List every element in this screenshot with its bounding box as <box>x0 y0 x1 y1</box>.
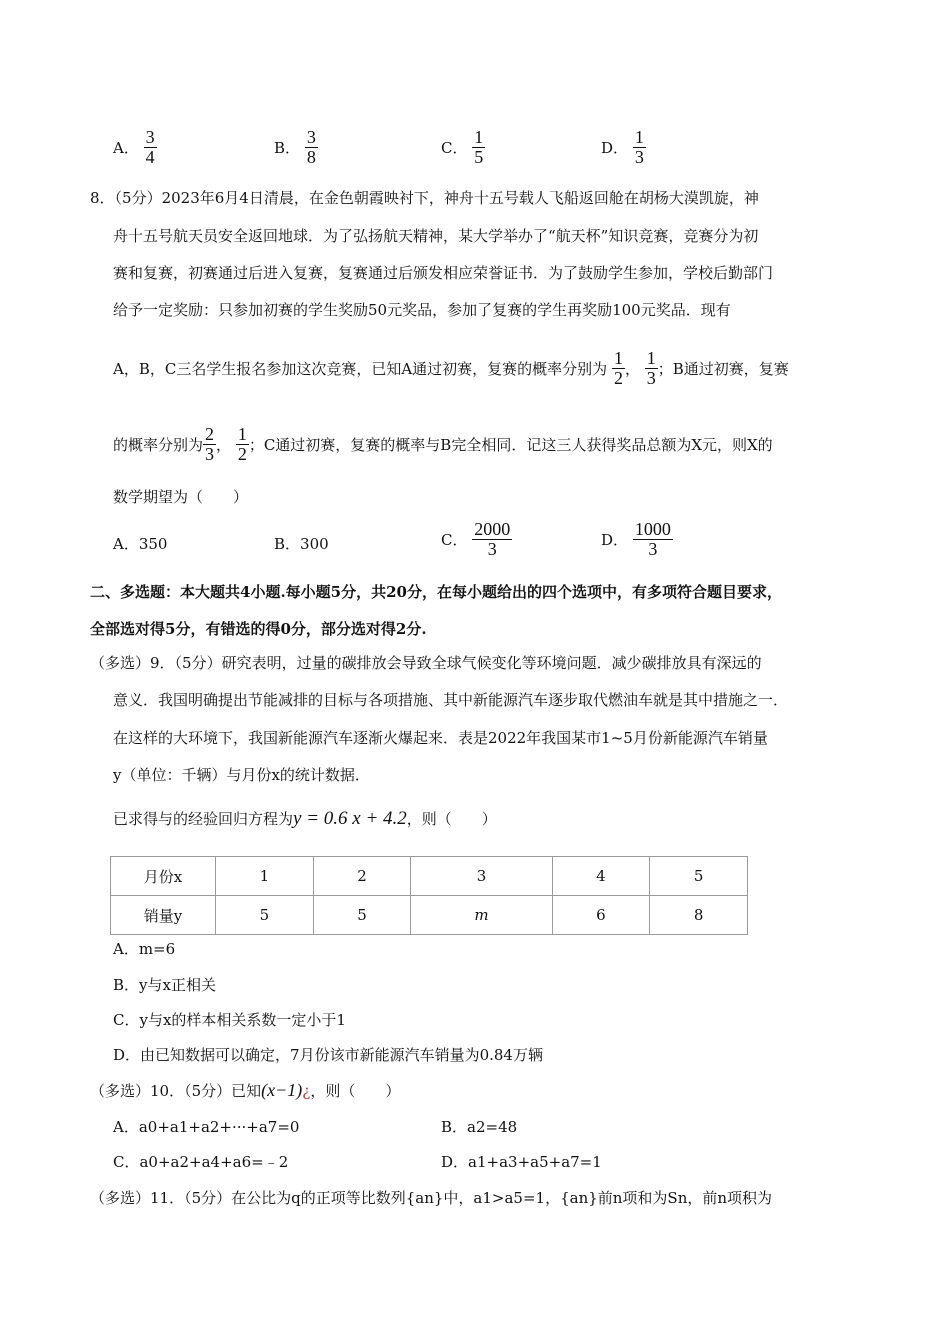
q9-line1: （多选）9．（5分）研究表明，过量的碳排放会导致全球气候变化等环境问题．减少碳排放具有深远的 <box>90 654 762 672</box>
q8-option-d: D． $\frac{1000}{3}$ <box>601 519 671 559</box>
q9-line5: 已求得与的经验回归方程为y = 0.6 x + 4.2，则（ ） <box>113 808 497 829</box>
table-row: 销量y 5 5 m 6 8 <box>111 896 748 935</box>
q9-option-d: D．由已知数据可以确定，7月份该市新能源汽车销量为0.84万辆 <box>113 1046 543 1064</box>
q10-option-b: B．a2=48 <box>441 1118 518 1136</box>
q7-option-a: A． $\frac{3}{4}$ <box>113 127 155 167</box>
q8-option-b: B．300 <box>274 535 329 553</box>
q8-option-c: C． $\frac{2000}{3}$ <box>441 519 511 559</box>
q8-option-a: A．350 <box>113 535 168 553</box>
q9-option-b: B．y与x正相关 <box>113 976 216 994</box>
q8-line2: 舟十五号航天员安全返回地球．为了弘扬航天精神，某大学举办了“航天杯”知识竞赛，竞赛分为初 <box>113 227 759 245</box>
fraction: $\frac{1}{3}$ <box>646 348 656 388</box>
question-11-line1: （多选）11．（5分）在公比为q的正项等比数列{an}中，a1>a5=1，{an}前n项和为Sn，前n项积为 <box>90 1189 773 1207</box>
table-row: 月份x 1 2 3 4 5 <box>111 857 748 896</box>
q9-line4: y（单位：千辆）与月份x的统计数据． <box>113 766 370 784</box>
q8-line7: 数学期望为（ ） <box>113 488 249 506</box>
q10-option-d: D．a1+a3+a5+a7=1 <box>441 1153 602 1171</box>
q10-option-a: A．a0+a1+a2+···+a7=0 <box>113 1118 300 1136</box>
q7-option-d: D． $\frac{1}{3}$ <box>601 127 644 167</box>
q10-option-c: C．a0+a2+a4+a6=﹣2 <box>113 1153 289 1171</box>
q7-option-c: C． $\frac{1}{5}$ <box>441 127 484 167</box>
q9-option-a: A．m=6 <box>113 940 176 958</box>
fraction: $\frac{2}{3}$ <box>205 424 215 464</box>
q7-option-b: B． $\frac{3}{8}$ <box>274 127 316 167</box>
fraction: $\frac{1}{2}$ <box>237 424 247 464</box>
q10-line1: （多选）10．（5分）已知(x−1)¿，则（ ） <box>90 1080 401 1100</box>
q9-line3: 在这样的大环境下，我国新能源汽车逐渐火爆起来．表是2022年我国某市1~5月份新能源汽车销量 <box>113 729 768 747</box>
regression-equation: y = 0.6 x + 4.2 <box>293 808 407 829</box>
q8-line1: 8．（5分）2023年6月4日清晨，在金色朝霞映衬下，神舟十五号载人飞船返回舱在胡杨大漠凯旋，神 <box>90 189 759 207</box>
q8-line4: 给予一定奖励：只参加初赛的学生奖励50元奖品，参加了复赛的学生再奖励100元奖品．现有 <box>113 301 731 319</box>
q9-line2: 意义．我国明确提出节能减排的目标与各项措施、其中新能源汽车逐步取代燃油车就是其中措施之一． <box>113 691 789 709</box>
fraction: $\frac{1}{2}$ <box>613 348 623 388</box>
q8-line6: 的概率分别为 $\frac{2}{3}$ ， $\frac{1}{2}$ ；C通过初赛，复赛的概率与B完全相同．记这三人获得奖品总额为X元，则X的 <box>113 424 773 464</box>
q8-line3: 赛和复赛，初赛通过后进入复赛，复赛通过后颁发相应荣誉证书．为了鼓励学生参加，学校后勤部门 <box>113 264 774 282</box>
q8-line5: A，B，C三名学生报名参加这次竞赛，已知A通过初赛，复赛的概率分别为 $\frac{1}{2}$ ， $\frac{1}{3}$ ；B通过初赛，复赛 <box>113 348 789 388</box>
data-table <box>110 856 748 935</box>
q9-option-c: C．y与x的样本相关系数一定小于1 <box>113 1011 346 1029</box>
